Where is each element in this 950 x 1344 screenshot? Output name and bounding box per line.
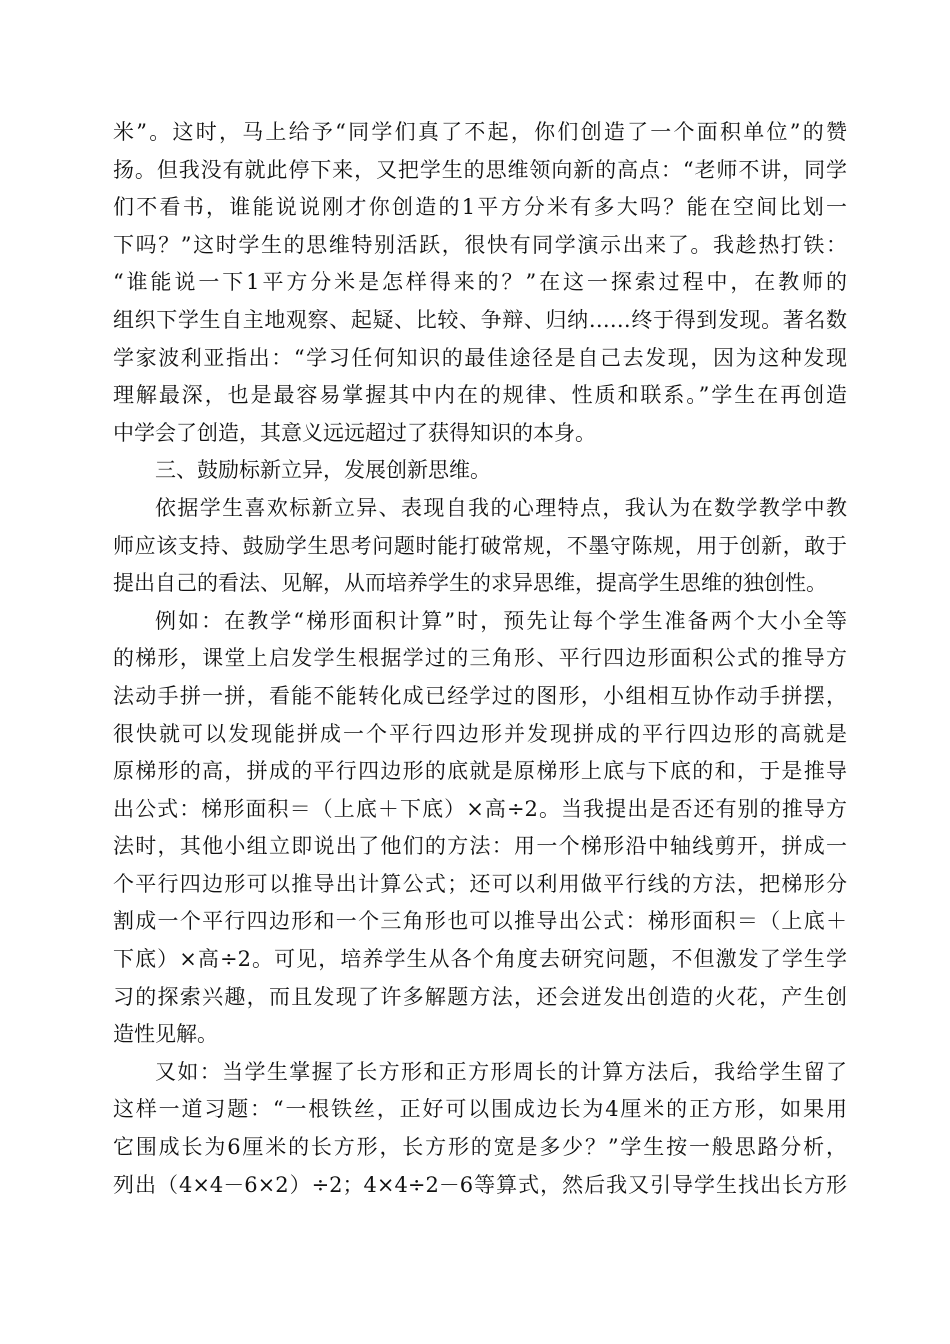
text-line: 中学会了创造，其意义远远超过了获得知识的本身。 [113,420,596,445]
text-line: 米”。这时，马上给予“同学们真了不起，你们创造了一个面积单位”的赞 [113,120,847,144]
article-body [113,114,847,1204]
text-line: 习的探索兴趣，而且发现了许多解题方法，还会迸发出创造的火花，产生创 [113,984,847,1009]
text-line: 很快就可以发现能拼成一个平行四边形并发现拼成的平行四边形的高就是 [113,721,847,746]
text-line: 的梯形，课堂上启发学生根据学过的三角形、平行四边形面积公式的推导方 [113,646,847,671]
section-heading: 三、鼓励标新立异，发展创新思维。 [155,458,491,483]
text-line: 造性见解。 [113,1022,218,1047]
text-line: 法动手拼一拼，看能不能转化成已经学过的图形，小组相互协作动手拼摆， [113,683,847,708]
text-line: 它围成长为6厘米的长方形，长方形的宽是多少？”学生按一般思路分析， [113,1135,847,1160]
text-line: 这样一道习题：“一根铁丝，正好可以围成边长为4厘米的正方形，如果用 [113,1097,847,1122]
text-line: 出公式：梯形面积＝（上底＋下底）×高÷2。当我提出是否还有别的推导方 [113,796,847,821]
text-line: 法时，其他小组立即说出了他们的方法：用一个梯形沿中轴线剪开，拼成一 [113,834,847,859]
text-line: 割成一个平行四边形和一个三角形也可以推导出公式：梯形面积＝（上底＋ [113,909,847,934]
text-line: 列出（4×4－6×2）÷2；4×4÷2－6等算式，然后我又引导学生找出长方形 [113,1172,847,1197]
text-line: 师应该支持、鼓励学生思考问题时能打破常规，不墨守陈规，用于创新，敢于 [113,533,847,558]
text-line: 们不看书，谁能说说刚才你创造的1平方分米有多大吗？能在空间比划一 [113,195,847,220]
text-line: 提出自己的看法、见解，从而培养学生的求异思维，提高学生思维的独创性。 [113,571,827,596]
text-line: “谁能说一下1平方分米是怎样得来的？”在这一探索过程中，在教师的 [113,270,847,295]
text-line: 下吗？”这时学生的思维特别活跃，很快有同学演示出来了。我趁热打铁： [113,232,847,257]
text-line: 组织下学生自主地观察、起疑、比较、争辩、归纳……终于得到发现。著名数 [113,307,847,332]
text-line: 扬。但我没有就此停下来，又把学生的思维领向新的高点：“老师不讲，同学 [113,157,847,182]
text-line: 下底）×高÷2。可见，培养学生从各个角度去研究问题，不但激发了学生学 [113,947,847,972]
text-line: 例如：在教学“梯形面积计算”时，预先让每个学生准备两个大小全等 [155,608,847,633]
text-line: 又如：当学生掌握了长方形和正方形周长的计算方法后，我给学生留了 [155,1059,847,1084]
text-line: 依据学生喜欢标新立异、表现自我的心理特点，我认为在数学教学中教 [155,495,847,520]
text-line: 原梯形的高，拼成的平行四边形的底就是原梯形上底与下底的和，于是推导 [113,759,847,784]
text-line: 理解最深，也是最容易掌握其中内在的规律、性质和联系。”学生在再创造 [113,383,847,408]
text-line: 学家波利亚指出：“学习任何知识的最佳途径是自己去发现，因为这种发现 [113,345,847,370]
text-line: 个平行四边形可以推导出计算公式；还可以利用做平行线的方法，把梯形分 [113,871,847,896]
